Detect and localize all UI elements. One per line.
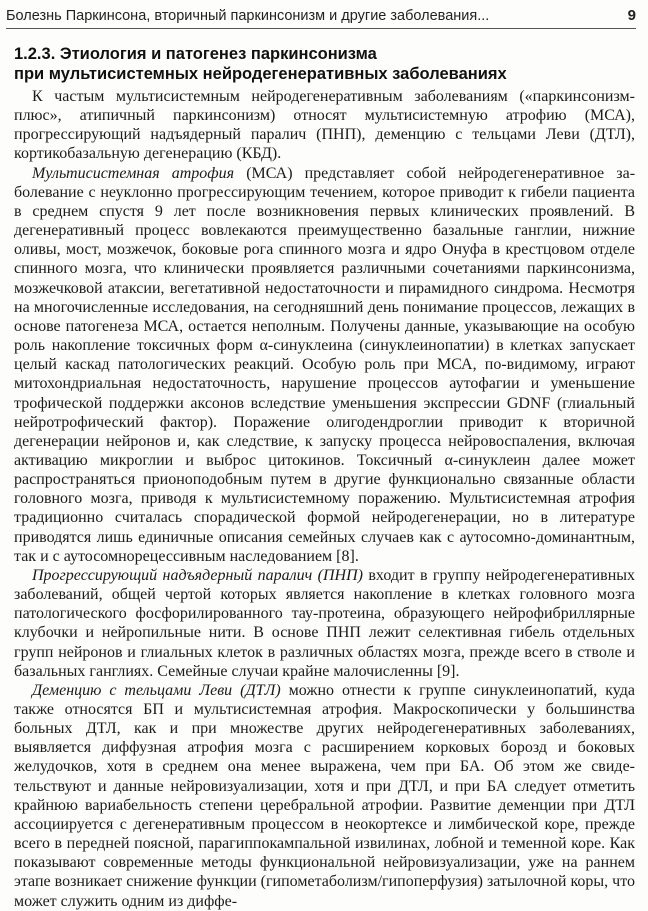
section-heading-line-2: при мультисистемных нейродегенеративных заболеваниях — [14, 65, 507, 83]
paragraph-msa — [14, 164, 635, 566]
body-text — [14, 87, 635, 911]
term-dlb: Деменцию с тельцами Леви (ДТЛ) — [32, 681, 281, 699]
paragraph-dlb-text: можно отнести к группе синуклеинопатий, куда также относятся БП и мультисистемная атрофия. Макроскопически у большинства больных ДТЛ, как и при множестве других нейродегенеративных заболеваниях, выявляется диффузная атрофия мозга с расширением корковых борозд и боковых желудочков, хотя в среднем она менее выражена, чем при БА. Об этом же свидетельствуют и данные нейровизуализации, хотя и при ДТЛ, и при БА следует отметить крайнюю вариабельность степени церебральной атрофии. Развитие деменции при ДТЛ ассоциируется с дегенеративным процессом в неокортексе и лимбической коре, прежде всего в передней поясной, парагиппокампальной извилинах, лобной и теменной коре. Как показывают современные методы функциональной нейровизуализации, уже на раннем этапе возникает снижение функции (гипометаболизм/гипоперфузия) затылочной коры, что может служить одним из диффе- — [14, 681, 636, 910]
section-heading-line-1: 1.2.3. Этиология и патогенез паркинсонизма — [14, 45, 377, 63]
page-number: 9 — [627, 7, 636, 24]
running-header — [6, 6, 636, 28]
paragraph-psp — [14, 566, 635, 681]
paragraph-dlb — [14, 681, 635, 911]
paragraph-msa-text: (МСА) представляет собой нейродегенеративное заболевание с неуклонно прогрессирующим течением, которое приводит к гибели пациента в среднем спустя 9 лет после возникновения первых клинических проявлений. В дегенеративный процесс вовлекаются преимущественно базальные ганглии, нижние оливы, мост, мозжечок, боковые рога спинного мозга и ядро Онуфа в крестцовом отделе спинного мозга, что клинически проявляется различными сочетаниями паркинсонизма, мозжечковой атаксии, вегетативной недостаточности и пирамидного синдрома. Несмотря на многочисленные исследования, на сегодняшний день понимание процессов, лежащих в основе патогенеза МСА, остается неполным. Получены данные, указывающие на особую роль накопление токсичных форм α-синуклеина (синуклеинопатии) в клетках запускает целый каскад патологических реакций. Особую роль при МСА, по-видимому, играют митохондриальная недостаточность, нарушение процессов аутофагии и уменьшение трофической поддержки аксонов вследствие уменьшения экспрессии GDNF (глиальный нейротрофический фактор). Поражение олигодендроглии приводит к вторичной дегенерации нейронов и, как следствие, к запуску процесса нейровоспаления, включая активацию микроглии и выброс цитокинов. Токсичный α-синуклеин далее может распространяться прионоподобным путем в другие функционально связанные области головного мозга, приводя к мультисистемному поражению. Мультисистемная атрофия традиционно считалась спорадической формой нейродегенерации, но в литературе приводятся лишь единичные описания семейных случаев как с аутосомно-доминантным, так и с аутосомнорецессивным наследованием [8]. — [14, 164, 636, 565]
section-heading — [14, 44, 634, 84]
running-title: Болезнь Паркинсона, вторичный паркинсонизм и другие заболевания... — [6, 8, 490, 24]
header-rule — [6, 28, 636, 29]
term-msa: Мультисистемная атрофия — [32, 164, 235, 182]
paragraph-psp-text: входит в группу нейродегенеративных заболеваний, общей чертой которых является накопление в клетках головного мозга патологического фосфорилированного тау-протеина, образующего нейрофибриллярные клубочки и нейропильные нити. В основе ПНП лежит селективная гибель отдельных групп нейронов и глиальных клеток в различных областях мозга, прежде всего в стволе и базальных ганглиях. Семейные случаи крайне малочисленны [9]. — [14, 566, 636, 680]
paragraph-intro: К частым мультисистемным нейродегенеративным заболеваниям («паркинсонизм-плюс», атипичный паркинсонизм) относят мультисистемную атрофию (МСА), прогрессирующий надъядерный паралич (ПНП), деменцию с тельцами Леви (ДТЛ), кортикобазальную дегенерацию (КБД). — [14, 88, 635, 163]
term-psp: Прогрессирующий надъядерный паралич (ПНП) — [32, 566, 363, 584]
